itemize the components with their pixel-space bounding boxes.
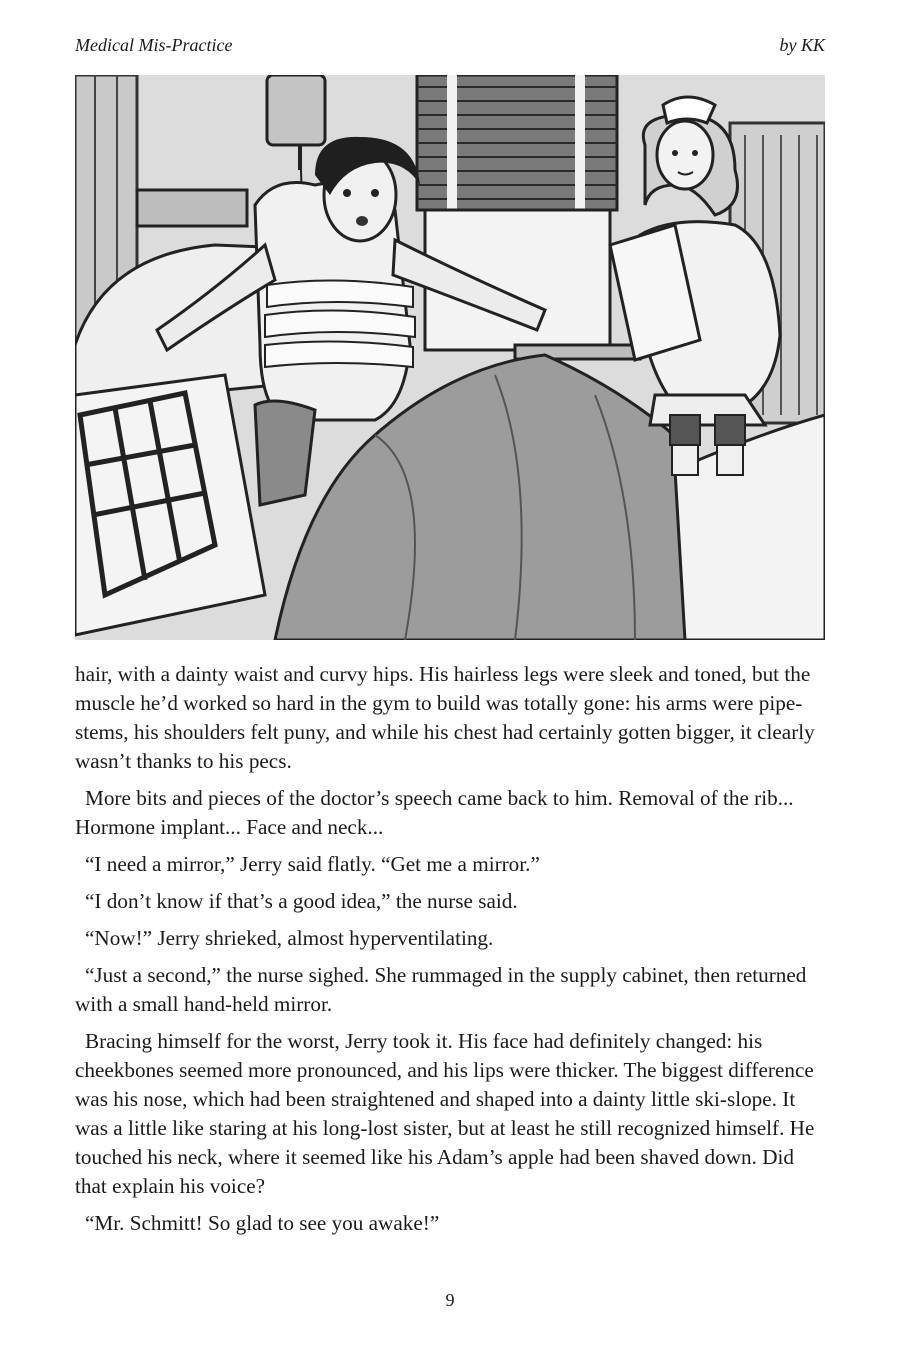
paragraph: More bits and pieces of the doctor’s speech came back to him. Removal of the rib... Hormone implant... Face and neck...	[75, 786, 794, 839]
running-head	[75, 34, 825, 56]
hospital-room-illustration	[75, 75, 825, 640]
paragraph: hair, with a dainty waist and curvy hips. His hairless legs were sleek and toned, but the muscle he’d worked so hard in the gym to build was totally gone: his arms were pipe-stems, his shoulders felt puny, and while his chest had certainly gotten bigger, it clearly wasn’t thanks to his pecs.	[75, 662, 815, 773]
paragraph: “Now!” Jerry shrieked, almost hyperventilating.	[85, 926, 494, 950]
paragraph: “I need a mirror,” Jerry said flatly. “Get me a mirror.”	[85, 852, 540, 876]
paragraph: “Just a second,” the nurse sighed. She rummaged in the supply cabinet, then returned with a small hand-held mirror.	[75, 963, 807, 1016]
page-number: 9	[445, 1290, 455, 1310]
paragraph: Bracing himself for the worst, Jerry took it. His face had definitely changed: his cheekbones seemed more pronounced, and his lips were thicker. The biggest difference was his nose, which had been straightened and shaped into a dainty little ski-slope. It was a little like staring at his long-lost sister, but at least he still recognized himself. He touched his neck, where it seemed like his Adam’s apple had been shaved down. Did that explain his voice?	[75, 1029, 815, 1198]
book-title: Medical Mis-Practice	[75, 35, 233, 55]
paragraph: “I don’t know if that’s a good idea,” the nurse said.	[85, 889, 518, 913]
book-author: by KK	[779, 35, 825, 55]
body-text	[75, 660, 825, 1246]
paragraph: “Mr. Schmitt! So glad to see you awake!”	[85, 1211, 440, 1235]
